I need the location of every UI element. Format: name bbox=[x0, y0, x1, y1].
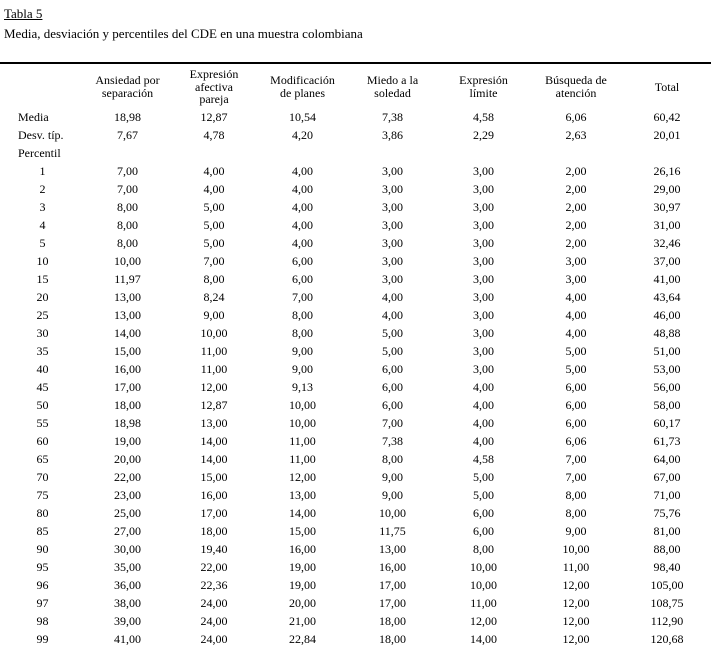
row-label: 55 bbox=[36, 415, 49, 430]
table-cell: 7,00 bbox=[117, 181, 138, 196]
table-cell: 2,00 bbox=[565, 181, 587, 196]
table-cell: 10,00 bbox=[289, 415, 316, 430]
table-cell: 7,67 bbox=[117, 127, 138, 142]
table-cell: 4,00 bbox=[565, 325, 587, 340]
table-cell: 3,00 bbox=[382, 235, 403, 250]
table-cell: 7,38 bbox=[382, 433, 403, 448]
table-row bbox=[0, 108, 711, 126]
row-label: 5 bbox=[39, 235, 46, 250]
table-cell: 8,00 bbox=[117, 217, 138, 232]
table-cell: 12,00 bbox=[289, 469, 316, 484]
percentiles-table bbox=[0, 62, 711, 647]
table-cell: 17,00 bbox=[379, 577, 406, 592]
table-cell: 29,00 bbox=[653, 181, 681, 196]
table-cell: 17,00 bbox=[114, 379, 141, 394]
column-header-busqueda-atencion bbox=[529, 63, 623, 108]
table-cell: 7,00 bbox=[382, 415, 403, 430]
table-cell: 4,00 bbox=[292, 181, 313, 196]
table-cell: 4,00 bbox=[473, 379, 494, 394]
table-cell: 3,00 bbox=[473, 163, 494, 178]
table-cell: 10,54 bbox=[289, 109, 316, 124]
table-cell: 39,00 bbox=[114, 613, 141, 628]
table-cell: 11,00 bbox=[470, 595, 497, 610]
table-cell: 7,00 bbox=[203, 253, 225, 268]
table-cell bbox=[529, 144, 623, 162]
table-row bbox=[0, 126, 711, 144]
column-header-text: Modificación de planes bbox=[270, 73, 335, 100]
table-cell: 8,00 bbox=[203, 271, 225, 286]
table-cell: 4,58 bbox=[473, 109, 494, 124]
table-cell: 9,00 bbox=[382, 469, 403, 484]
table-cell: 8,00 bbox=[117, 199, 138, 214]
table-cell: 11,97 bbox=[114, 271, 141, 286]
row-label: 90 bbox=[36, 541, 49, 556]
column-header-text: Ansiedad por separación bbox=[95, 73, 160, 100]
header-row bbox=[0, 63, 711, 108]
column-header-modificacion-planes bbox=[258, 63, 347, 108]
table-cell: 21,00 bbox=[289, 613, 316, 628]
table-cell: 4,20 bbox=[292, 127, 313, 142]
row-label: 2 bbox=[39, 181, 46, 196]
table-row bbox=[0, 270, 711, 288]
table-body bbox=[0, 108, 711, 647]
table-cell: 3,00 bbox=[565, 253, 587, 268]
table-cell bbox=[85, 144, 170, 162]
table-cell: 3,00 bbox=[382, 217, 403, 232]
row-label: 97 bbox=[36, 595, 49, 610]
table-cell: 5,00 bbox=[203, 217, 225, 232]
table-cell: 31,00 bbox=[653, 217, 681, 232]
row-label: 80 bbox=[36, 505, 49, 520]
column-header-text: Expresión límite bbox=[459, 73, 508, 100]
row-label: 70 bbox=[36, 469, 49, 484]
column-header-blank bbox=[0, 63, 85, 108]
table-cell: 22,84 bbox=[289, 631, 316, 646]
table-cell: 3,00 bbox=[473, 271, 494, 286]
row-label: 99 bbox=[36, 631, 49, 646]
table-cell: 3,00 bbox=[382, 271, 403, 286]
table-cell: 13,00 bbox=[289, 487, 316, 502]
table-cell: 6,00 bbox=[382, 361, 403, 376]
table-cell: 3,00 bbox=[473, 253, 494, 268]
table-cell: 12,00 bbox=[562, 613, 590, 628]
row-label: 65 bbox=[36, 451, 49, 466]
table-cell: 7,00 bbox=[565, 451, 587, 466]
row-label: Desv. típ. bbox=[18, 127, 64, 142]
table-cell bbox=[438, 144, 529, 162]
table-title: Media, desviación y percentiles del CDE en una muestra colombiana bbox=[4, 26, 363, 41]
table-cell: 6,00 bbox=[382, 379, 403, 394]
table-cell: 4,00 bbox=[473, 433, 494, 448]
table-cell: 8,00 bbox=[473, 541, 494, 556]
table-cell: 3,00 bbox=[473, 343, 494, 358]
table-cell: 10,00 bbox=[289, 397, 316, 412]
table-cell: 14,00 bbox=[289, 505, 316, 520]
table-cell: 25,00 bbox=[114, 505, 141, 520]
table-cell: 8,00 bbox=[565, 487, 587, 502]
column-header-text: Expresión afectiva pareja bbox=[189, 67, 239, 106]
column-header-text: Búsqueda de atención bbox=[545, 73, 607, 100]
row-label: 35 bbox=[36, 343, 49, 358]
table-cell: 3,00 bbox=[382, 253, 403, 268]
table-cell: 5,00 bbox=[203, 199, 225, 214]
table-cell: 4,00 bbox=[473, 415, 494, 430]
table-cell: 108,75 bbox=[650, 595, 684, 610]
table-cell: 3,00 bbox=[382, 181, 403, 196]
table-cell: 5,00 bbox=[203, 235, 225, 250]
table-cell: 11,75 bbox=[379, 523, 406, 538]
table-cell: 8,24 bbox=[203, 289, 225, 304]
table-cell: 3,00 bbox=[473, 307, 494, 322]
table-cell: 10,00 bbox=[470, 577, 497, 592]
table-cell: 11,00 bbox=[200, 343, 228, 358]
table-cell: 18,00 bbox=[379, 631, 406, 646]
row-label: 60 bbox=[36, 433, 49, 448]
row-label: 45 bbox=[36, 379, 49, 394]
table-row bbox=[0, 594, 711, 612]
table-row bbox=[0, 234, 711, 252]
row-label: 96 bbox=[36, 577, 49, 592]
row-label: 15 bbox=[36, 271, 49, 286]
table-cell: 9,00 bbox=[565, 523, 587, 538]
table-cell: 12,00 bbox=[562, 577, 590, 592]
table-cell: 32,46 bbox=[653, 235, 681, 250]
table-cell: 2,00 bbox=[565, 235, 587, 250]
table-cell: 14,00 bbox=[470, 631, 497, 646]
table-cell: 5,00 bbox=[382, 325, 403, 340]
table-row bbox=[0, 450, 711, 468]
table-cell: 67,00 bbox=[653, 469, 681, 484]
table-label: Tabla 5 bbox=[4, 6, 43, 21]
table-row bbox=[0, 522, 711, 540]
table-cell: 2,29 bbox=[473, 127, 494, 142]
table-cell: 10,00 bbox=[114, 253, 141, 268]
column-header-total bbox=[623, 63, 711, 108]
table-cell: 12,87 bbox=[200, 397, 228, 412]
table-cell: 4,78 bbox=[203, 127, 225, 142]
table-cell: 15,00 bbox=[289, 523, 316, 538]
table-cell: 10,00 bbox=[200, 325, 228, 340]
column-header-ansiedad-separacion bbox=[85, 63, 170, 108]
row-label: 40 bbox=[36, 361, 49, 376]
row-label: 98 bbox=[36, 613, 49, 628]
table-cell: 13,00 bbox=[200, 415, 228, 430]
table-cell: 19,40 bbox=[200, 541, 228, 556]
table-cell: 6,00 bbox=[292, 253, 313, 268]
table-cell: 4,00 bbox=[203, 181, 225, 196]
table-row bbox=[0, 468, 711, 486]
table-cell: 88,00 bbox=[653, 541, 681, 556]
table-cell: 3,00 bbox=[382, 199, 403, 214]
table-cell: 48,88 bbox=[653, 325, 681, 340]
table-row bbox=[0, 486, 711, 504]
table-cell: 14,00 bbox=[200, 433, 228, 448]
table-cell: 19,00 bbox=[114, 433, 141, 448]
table-cell: 75,76 bbox=[653, 505, 681, 520]
table-row bbox=[0, 324, 711, 342]
table-row bbox=[0, 396, 711, 414]
row-label: 3 bbox=[39, 199, 46, 214]
table-cell: 24,00 bbox=[200, 631, 228, 646]
table-cell: 11,00 bbox=[200, 361, 228, 376]
table-cell: 4,00 bbox=[292, 235, 313, 250]
table-cell: 7,00 bbox=[292, 289, 313, 304]
table-cell: 24,00 bbox=[200, 613, 228, 628]
table-row bbox=[0, 504, 711, 522]
table-row bbox=[0, 612, 711, 630]
table-cell: 6,00 bbox=[565, 415, 587, 430]
table-cell: 3,00 bbox=[473, 235, 494, 250]
table-cell: 13,00 bbox=[114, 307, 141, 322]
table-cell: 16,00 bbox=[200, 487, 228, 502]
table-cell: 4,00 bbox=[382, 289, 403, 304]
table-cell bbox=[170, 144, 258, 162]
table-cell: 3,00 bbox=[473, 325, 494, 340]
table-cell: 8,00 bbox=[292, 307, 313, 322]
table-cell: 10,00 bbox=[470, 559, 497, 574]
table-cell bbox=[258, 144, 347, 162]
table-cell: 64,00 bbox=[653, 451, 681, 466]
row-label: Media bbox=[18, 109, 49, 124]
table-cell: 14,00 bbox=[114, 325, 141, 340]
table-cell: 18,98 bbox=[114, 109, 141, 124]
table-cell: 30,97 bbox=[653, 199, 681, 214]
table-cell: 2,63 bbox=[565, 127, 587, 142]
table-cell: 2,00 bbox=[565, 163, 587, 178]
table-cell: 3,00 bbox=[473, 181, 494, 196]
table-cell: 3,86 bbox=[382, 127, 403, 142]
table-row bbox=[0, 198, 711, 216]
column-header-text: Total bbox=[654, 79, 680, 94]
table-cell: 15,00 bbox=[114, 343, 141, 358]
table-cell: 6,00 bbox=[292, 271, 313, 286]
table-row bbox=[0, 540, 711, 558]
table-row bbox=[0, 576, 711, 594]
table-cell: 18,98 bbox=[114, 415, 141, 430]
table-cell: 30,00 bbox=[114, 541, 141, 556]
table-cell: 12,00 bbox=[200, 379, 228, 394]
table-cell: 35,00 bbox=[114, 559, 141, 574]
table-cell: 17,00 bbox=[379, 595, 406, 610]
table-cell: 5,00 bbox=[473, 487, 494, 502]
table-cell: 6,00 bbox=[382, 397, 403, 412]
row-label: Percentil bbox=[18, 145, 61, 160]
row-label: 20 bbox=[36, 289, 49, 304]
table-cell: 98,40 bbox=[653, 559, 681, 574]
table-cell: 27,00 bbox=[114, 523, 141, 538]
row-label: 25 bbox=[36, 307, 49, 322]
table-cell: 4,00 bbox=[565, 307, 587, 322]
table-cell: 15,00 bbox=[200, 469, 228, 484]
table-cell: 18,00 bbox=[379, 613, 406, 628]
row-label: 4 bbox=[39, 217, 46, 232]
table-cell: 10,00 bbox=[379, 505, 406, 520]
row-label: 10 bbox=[36, 253, 49, 268]
table-row bbox=[0, 216, 711, 234]
row-label: 1 bbox=[39, 163, 46, 178]
table-cell: 6,06 bbox=[565, 433, 587, 448]
table-cell: 22,00 bbox=[114, 469, 141, 484]
table-cell: 7,00 bbox=[117, 163, 138, 178]
table-cell: 4,00 bbox=[292, 199, 313, 214]
table-cell: 12,87 bbox=[200, 109, 228, 124]
table-cell: 43,64 bbox=[653, 289, 681, 304]
column-header-text: Miedo a la soledad bbox=[366, 73, 419, 100]
table-cell: 4,00 bbox=[292, 163, 313, 178]
row-label: 30 bbox=[36, 325, 49, 340]
table-cell: 4,00 bbox=[203, 163, 225, 178]
table-row bbox=[0, 414, 711, 432]
table-row bbox=[0, 162, 711, 180]
column-header-expresion-limite bbox=[438, 63, 529, 108]
table-cell: 8,00 bbox=[117, 235, 138, 250]
column-header-miedo-soledad bbox=[347, 63, 438, 108]
row-label: 75 bbox=[36, 487, 49, 502]
table-cell: 10,00 bbox=[562, 541, 590, 556]
table-cell: 120,68 bbox=[650, 631, 684, 646]
table-cell: 58,00 bbox=[653, 397, 681, 412]
table-cell: 53,00 bbox=[653, 361, 681, 376]
table-cell: 41,00 bbox=[653, 271, 681, 286]
table-cell: 19,00 bbox=[289, 577, 316, 592]
table-cell: 6,00 bbox=[473, 505, 494, 520]
table-cell: 26,16 bbox=[653, 163, 681, 178]
table-cell: 5,00 bbox=[382, 343, 403, 358]
table-cell: 41,00 bbox=[114, 631, 141, 646]
table-cell: 9,13 bbox=[292, 379, 313, 394]
table-cell: 3,00 bbox=[565, 271, 587, 286]
table-cell: 16,00 bbox=[379, 559, 406, 574]
table-cell: 3,00 bbox=[473, 217, 494, 232]
table-cell: 17,00 bbox=[200, 505, 228, 520]
table-cell: 7,00 bbox=[565, 469, 587, 484]
table-row bbox=[0, 630, 711, 647]
table-cell: 11,00 bbox=[289, 433, 316, 448]
table-row bbox=[0, 288, 711, 306]
row-label: 85 bbox=[36, 523, 49, 538]
table-cell: 6,06 bbox=[565, 109, 587, 124]
table-cell: 11,00 bbox=[562, 559, 590, 574]
table-cell: 8,00 bbox=[382, 451, 403, 466]
table-cell: 6,00 bbox=[473, 523, 494, 538]
column-header-expresion-afectiva bbox=[170, 63, 258, 108]
table-cell: 20,01 bbox=[653, 127, 681, 142]
table-cell: 5,00 bbox=[473, 469, 494, 484]
table-cell: 9,00 bbox=[203, 307, 225, 322]
table-cell: 8,00 bbox=[565, 505, 587, 520]
table-cell: 3,00 bbox=[473, 199, 494, 214]
table-cell: 4,00 bbox=[382, 307, 403, 322]
table-row bbox=[0, 432, 711, 450]
table-cell: 13,00 bbox=[379, 541, 406, 556]
table-cell: 3,00 bbox=[382, 163, 403, 178]
table-cell: 105,00 bbox=[650, 577, 684, 592]
table-row bbox=[0, 360, 711, 378]
table-cell: 37,00 bbox=[653, 253, 681, 268]
table-cell: 4,00 bbox=[565, 289, 587, 304]
table-cell: 38,00 bbox=[114, 595, 141, 610]
table-cell: 12,00 bbox=[470, 613, 497, 628]
table-cell: 22,00 bbox=[200, 559, 228, 574]
table-cell: 20,00 bbox=[289, 595, 316, 610]
table-cell: 4,00 bbox=[473, 397, 494, 412]
table-cell: 2,00 bbox=[565, 217, 587, 232]
table-cell: 18,00 bbox=[200, 523, 228, 538]
table-cell: 9,00 bbox=[292, 343, 313, 358]
table-row bbox=[0, 558, 711, 576]
table-cell: 71,00 bbox=[653, 487, 681, 502]
table-cell: 36,00 bbox=[114, 577, 141, 592]
table-cell: 20,00 bbox=[114, 451, 141, 466]
table-cell: 4,00 bbox=[292, 217, 313, 232]
table-cell: 16,00 bbox=[289, 541, 316, 556]
table-cell: 8,00 bbox=[292, 325, 313, 340]
table-cell: 16,00 bbox=[114, 361, 141, 376]
table-caption bbox=[0, 0, 711, 42]
table-cell: 12,00 bbox=[562, 631, 590, 646]
table-row bbox=[0, 144, 711, 162]
table-cell: 22,36 bbox=[200, 577, 228, 592]
table-cell: 112,90 bbox=[650, 613, 684, 628]
table-cell: 5,00 bbox=[565, 343, 587, 358]
table-cell: 24,00 bbox=[200, 595, 228, 610]
table-cell: 61,73 bbox=[653, 433, 681, 448]
table-cell: 9,00 bbox=[292, 361, 313, 376]
table-cell bbox=[347, 144, 438, 162]
table-cell: 19,00 bbox=[289, 559, 316, 574]
table-cell: 4,58 bbox=[473, 451, 494, 466]
table-row bbox=[0, 342, 711, 360]
table-cell: 81,00 bbox=[653, 523, 681, 538]
table-cell: 13,00 bbox=[114, 289, 141, 304]
table-cell: 11,00 bbox=[289, 451, 316, 466]
table-cell: 3,00 bbox=[473, 289, 494, 304]
table-cell: 12,00 bbox=[562, 595, 590, 610]
table-row bbox=[0, 378, 711, 396]
table-cell: 3,00 bbox=[473, 361, 494, 376]
row-label: 50 bbox=[36, 397, 49, 412]
table-cell bbox=[623, 144, 711, 162]
table-cell: 7,38 bbox=[382, 109, 403, 124]
table-cell: 9,00 bbox=[382, 487, 403, 502]
table-cell: 14,00 bbox=[200, 451, 228, 466]
table-row bbox=[0, 306, 711, 324]
table-cell: 56,00 bbox=[653, 379, 681, 394]
table-cell: 23,00 bbox=[114, 487, 141, 502]
table-cell: 60,42 bbox=[653, 109, 681, 124]
table-row bbox=[0, 252, 711, 270]
table-cell: 51,00 bbox=[653, 343, 681, 358]
table-cell: 2,00 bbox=[565, 199, 587, 214]
table-row bbox=[0, 180, 711, 198]
table-cell: 60,17 bbox=[653, 415, 681, 430]
table-cell: 5,00 bbox=[565, 361, 587, 376]
table-cell: 6,00 bbox=[565, 397, 587, 412]
row-label: 95 bbox=[36, 559, 49, 574]
table-cell: 6,00 bbox=[565, 379, 587, 394]
table-cell: 46,00 bbox=[653, 307, 681, 322]
table-cell: 18,00 bbox=[114, 397, 141, 412]
